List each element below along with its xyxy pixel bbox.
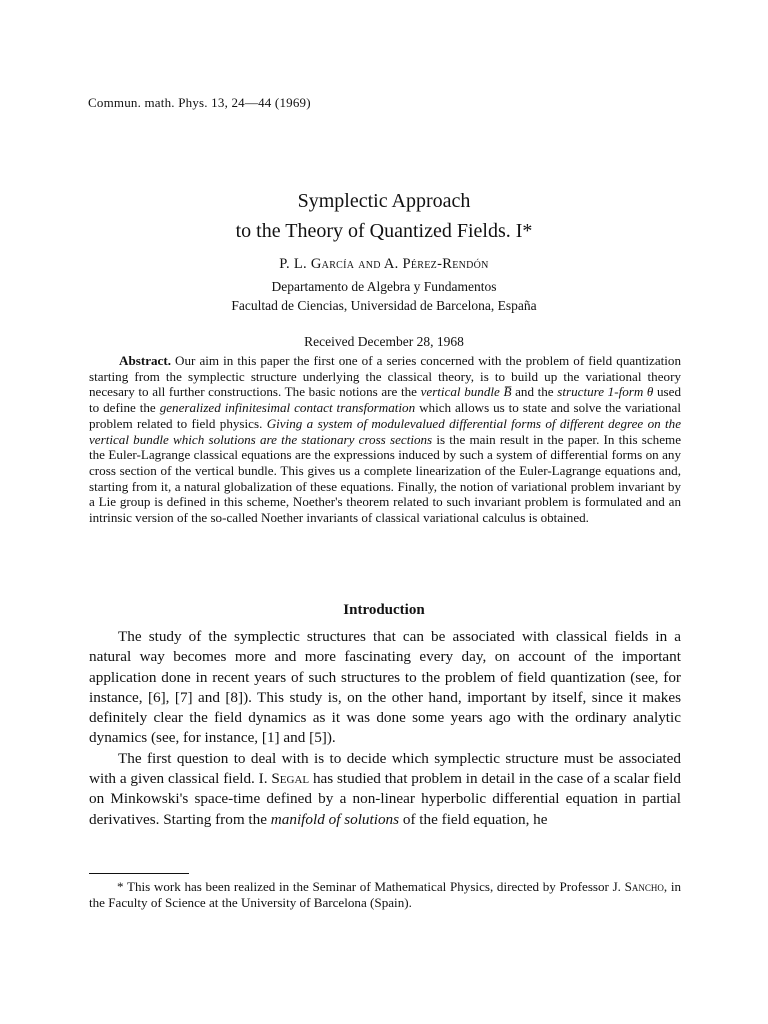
abstract-label: Abstract. (119, 353, 171, 368)
introduction-body (89, 627, 681, 830)
affiliation-line-1: Departamento de Algebra y Fundamentos (271, 279, 497, 294)
affiliation-line-2: Facultad de Ciencias, Universidad de Barcelona, España (231, 298, 537, 313)
abstract-symbol-b: B̅ (499, 384, 512, 400)
abstract-text-5: is the main result in the paper. In this scheme the Euler-Lagrange classical equations are the expressions induced by such a system of differential forms on any cross section of the vertical bundle. This gives us a complete linearization of the Euler-Lagrange equations and, starting from it, a natural globalization of these equations. Finally, the notion of variational problem invariant by a Lie group is defined in this scheme, Noether's theorem related to such invariant problem is formulated and an intrinsic version of the so-called Noether invariants of classical variational calculus is obtained. (89, 431, 682, 526)
paper-title (0, 186, 768, 246)
footnote (89, 879, 681, 911)
abstract-text-2: and the (511, 384, 558, 400)
author-name-segal: Segal (271, 770, 310, 788)
abstract-em-1: vertical bundle (420, 384, 500, 400)
abstract-em-4: Giving a system of modulevalued differential forms of different degree on the vertical bundle which solutions are the stationary cross sections (89, 415, 681, 447)
section-heading: Introduction (343, 602, 425, 618)
affiliation (0, 277, 768, 315)
abstract (89, 353, 681, 526)
intro-p2-text-a: The first question to deal with is to decide which symplectic structure must be associated with a given classical field. I. (89, 749, 681, 788)
intro-paragraph-1: The study of the symplectic structures that can be associated with classical fields in a natural way becomes more and more fascinating every day, on account of the important application done in recent years of such structures to the problem of field quantization (see, for instance, [6], [7] and [8]). This study is, on the other hand, important by itself, since it makes definitely clear the field dynamics as it was done some years ago with the ordinary analytic dynamics (see, for instance, [1] and [5]). (89, 628, 681, 747)
abstract-em-3: generalized infinitesimal contact transformation (159, 400, 416, 416)
authors: P. L. García and A. Pérez-Rendón (279, 256, 489, 272)
intro-p2-em: manifold of solutions (270, 810, 400, 828)
intro-p2-text-b: has studied that problem in detail in the case of a scalar field on Minkowski's space-time defined by a non-linear hyperbolic differential equation in partial derivatives. Starting from the (89, 770, 681, 828)
abstract-em-2: structure 1-form θ (557, 384, 654, 400)
received-date: Received December 28, 1968 (304, 334, 464, 349)
abstract-text-3: used to define the (89, 384, 681, 416)
abstract-text-4: which allows us to state and solve the variational problem related to field physics. (89, 400, 682, 431)
intro-paragraph-2 (89, 749, 681, 830)
title-line-2: to the Theory of Quantized Fields. I* (235, 220, 533, 242)
title-block (0, 186, 768, 350)
footnote-text-a: * This work has been realized in the Seminar of Mathematical Physics, directed by Professor J. (117, 879, 625, 894)
abstract-text-1: Our aim in this paper the first one of a series concerned with the problem of field quantization starting from the symplectic structure underlying the classical theory, is to build up the variational theory necesary to all further constructions. The basic notions are the (89, 353, 681, 400)
title-line-1: Symplectic Approach (297, 190, 471, 212)
footnote-rule (89, 873, 189, 874)
footnote-name-sancho: Sancho (624, 879, 664, 894)
intro-p2-text-c: of the field equation, he (399, 810, 548, 828)
journal-reference: Commun. math. Phys. 13, 24—44 (1969) (88, 95, 311, 110)
footnote-text-b: , in the Faculty of Science at the University of Barcelona (Spain). (89, 879, 681, 910)
